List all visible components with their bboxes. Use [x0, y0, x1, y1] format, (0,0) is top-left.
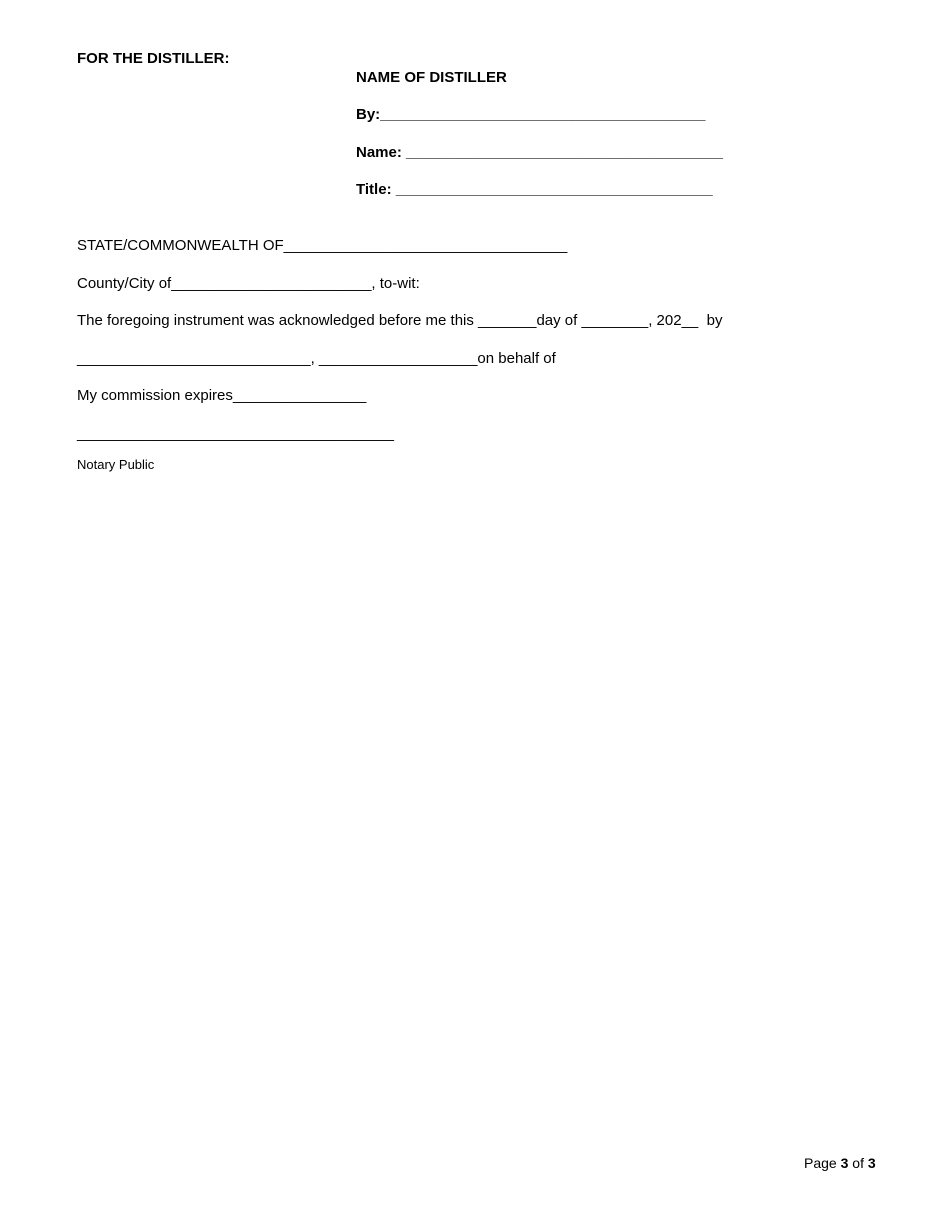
page-word: Page — [804, 1155, 841, 1171]
total-pages-number: 3 — [867, 1155, 876, 1171]
on-behalf-line: ____________________________, ___________________on behalf of — [77, 350, 556, 367]
page-footer — [804, 1154, 876, 1172]
distiller-name-heading: NAME OF DISTILLER — [356, 69, 507, 86]
county-line: County/City of________________________, to-wit: — [77, 275, 420, 292]
of-word: of — [848, 1155, 868, 1171]
title-signature-line: Title: ______________________________________ — [356, 181, 713, 198]
notary-public-label: Notary Public — [77, 457, 155, 472]
by-signature-line: By:_______________________________________ — [356, 106, 706, 123]
current-page-number: 3 — [840, 1155, 849, 1171]
commission-expires-line: My commission expires________________ — [77, 387, 367, 404]
instrument-acknowledgment-line: The foregoing instrument was acknowledged before me this _______day of ________, 202__ by — [77, 312, 723, 329]
state-line: STATE/COMMONWEALTH OF__________________________________ — [77, 237, 568, 254]
name-signature-line: Name: ______________________________________ — [356, 144, 724, 161]
party-heading: FOR THE DISTILLER: — [77, 50, 230, 67]
notary-signature-line: ______________________________________ — [77, 425, 395, 442]
